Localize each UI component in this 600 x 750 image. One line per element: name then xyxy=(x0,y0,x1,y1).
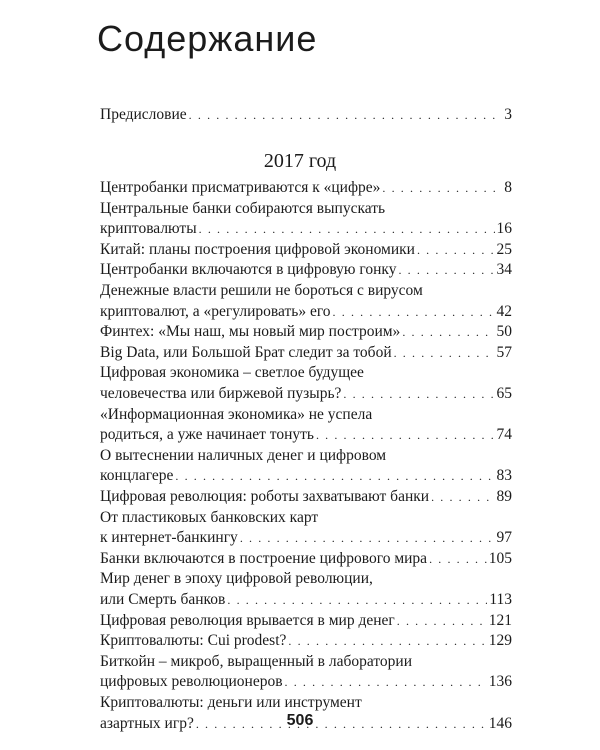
toc-entry-page: 42 xyxy=(496,302,512,320)
toc-entry-line[interactable]: «Информационная экономика» не успела xyxy=(100,405,373,423)
toc-entry-line[interactable]: Криптовалюты: деньги или инструмент xyxy=(100,694,362,711)
toc-entry[interactable] xyxy=(100,177,512,199)
toc-entry[interactable] xyxy=(100,713,512,735)
toc-entry-title: Big Data, или Большой Брат следит за тобой xyxy=(100,343,392,361)
page-number: 506 xyxy=(286,712,314,729)
dot-leader xyxy=(240,527,495,549)
toc-entry-title: криптовалюты xyxy=(100,220,197,238)
toc-entry-page: 136 xyxy=(488,673,512,691)
toc-entry-title: родиться, а уже начинает тонуть xyxy=(100,426,314,444)
dot-leader xyxy=(398,259,494,281)
toc-entry-page: 97 xyxy=(496,529,512,547)
toc-entry[interactable] xyxy=(100,465,512,487)
toc-entry-title: криптовалют, а «регулировать» его xyxy=(100,302,331,320)
toc-entry-line[interactable]: Биткойн – микроб, выращенный в лаборатории xyxy=(100,652,413,670)
dot-leader xyxy=(199,218,495,240)
toc-entry[interactable] xyxy=(100,259,512,281)
toc-entry-title: Предисловие xyxy=(100,106,187,123)
toc-entry-title: человечества или биржевой пузырь? xyxy=(100,385,342,402)
toc-entry-page: 105 xyxy=(488,549,512,567)
toc-entry-page: 16 xyxy=(496,220,512,238)
toc-entry-page: 50 xyxy=(496,323,512,341)
dot-leader xyxy=(196,713,487,735)
toc-entry-title: Центробанки присматриваются к «цифре» xyxy=(100,179,381,196)
toc-entry[interactable] xyxy=(100,321,512,343)
dot-leader xyxy=(431,486,494,508)
toc-entry-title: цифровых революционеров xyxy=(100,673,283,691)
toc-entry-page: 65 xyxy=(496,385,512,402)
toc-entry-line[interactable]: Цифровая экономика – светлое будущее xyxy=(100,364,364,382)
toc-entry-line[interactable]: Денежные власти решили не бороться с вирусом xyxy=(100,282,423,299)
toc-entry[interactable] xyxy=(100,548,512,570)
toc-entry-line[interactable]: Центральные банки собираются выпускать xyxy=(100,199,386,217)
toc-entry[interactable] xyxy=(100,239,512,261)
toc-entry[interactable] xyxy=(100,610,512,632)
dot-leader xyxy=(285,671,487,693)
toc-entry[interactable] xyxy=(100,383,512,405)
toc-entry[interactable] xyxy=(100,301,512,323)
toc-entry-page: 89 xyxy=(496,488,512,505)
toc-entry-page: 34 xyxy=(496,261,512,279)
toc-entry-page: 57 xyxy=(496,343,512,361)
toc-entry-page: 129 xyxy=(488,632,512,650)
toc-entry-page: 3 xyxy=(504,106,512,123)
dot-leader xyxy=(394,342,495,364)
toc-entry-title: Финтех: «Мы наш, мы новый мир построим» xyxy=(100,323,401,341)
dot-leader xyxy=(175,465,494,487)
toc-entry-line[interactable]: Мир денег в эпоху цифровой революции, xyxy=(100,570,373,588)
toc-entry-title: или Смерть банков xyxy=(100,591,226,608)
toc-entry-title: Криптовалюты: Cui prodest? xyxy=(100,632,287,650)
dot-leader xyxy=(382,177,502,199)
section-title: 2017 год xyxy=(263,150,337,172)
dot-leader xyxy=(227,589,487,611)
dot-leader xyxy=(189,104,503,126)
toc-entry-page: 121 xyxy=(488,611,512,629)
toc-entry-line[interactable]: От пластиковых банковских карт xyxy=(100,508,319,526)
toc-entry[interactable] xyxy=(100,218,512,240)
toc-entry-page: 113 xyxy=(489,591,512,608)
dot-leader xyxy=(429,548,487,570)
toc-entry-title: Китай: планы построения цифровой экономики xyxy=(100,240,415,258)
toc-entry-title: Цифровая революция: роботы захватывают банки xyxy=(100,488,430,505)
dot-leader xyxy=(316,424,495,446)
toc-entry[interactable] xyxy=(100,527,512,549)
dot-leader xyxy=(288,630,486,652)
toc-entry[interactable] xyxy=(100,671,512,693)
toc-entry-page: 146 xyxy=(488,714,512,732)
toc-entry[interactable] xyxy=(100,486,512,508)
toc-entry[interactable] xyxy=(100,424,512,446)
toc-entry-preface[interactable] xyxy=(100,104,512,126)
toc-entry-title: Банки включаются в построение цифрового мира xyxy=(100,549,428,567)
toc-entry-page: 8 xyxy=(504,179,512,196)
dot-leader xyxy=(397,610,487,632)
dot-leader xyxy=(417,239,495,261)
toc-entry-title: азартных игр? xyxy=(100,714,194,732)
toc-entry-page: 83 xyxy=(496,467,512,485)
toc-entry-title: к интернет-банкингу xyxy=(100,529,238,547)
toc-entry-page: 74 xyxy=(496,426,512,444)
toc-entry-line[interactable]: О вытеснении наличных денег и цифровом xyxy=(100,446,387,464)
toc-entry[interactable] xyxy=(100,630,512,652)
toc-entry-title: концлагере xyxy=(100,467,174,485)
toc-entry-page: 25 xyxy=(496,240,512,258)
dot-leader xyxy=(333,301,495,323)
page-title: Содержание xyxy=(97,18,318,59)
toc-entry[interactable] xyxy=(100,342,512,364)
dot-leader xyxy=(343,383,494,405)
toc-entry[interactable] xyxy=(100,589,512,611)
toc-entry-title: Цифровая революция врывается в мир денег xyxy=(100,611,395,629)
toc-entry-title: Центробанки включаются в цифровую гонку xyxy=(100,261,397,279)
dot-leader xyxy=(402,321,494,343)
